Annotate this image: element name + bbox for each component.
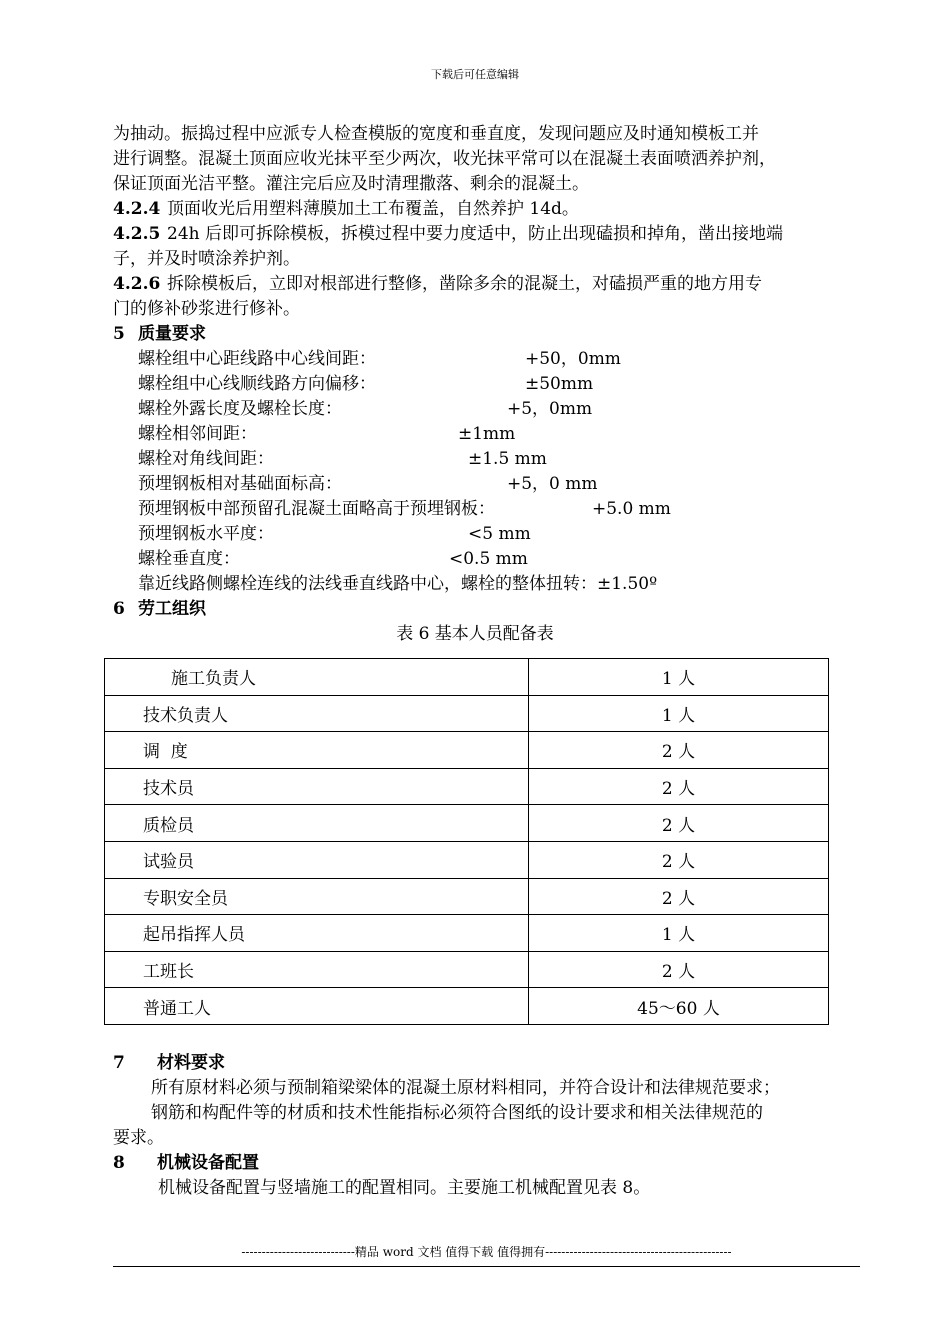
item-text: 顶面收光后用塑料薄膜加土工布覆盖，自然养护 14d。 bbox=[167, 199, 579, 219]
item-number: 4.2.5 bbox=[113, 224, 161, 244]
role-cell: 工班长 bbox=[105, 951, 529, 988]
item-number: 4.2.6 bbox=[113, 274, 161, 294]
quality-label: 螺栓组中心线顺线路方向偏移： bbox=[138, 374, 376, 394]
intro-line: 保证顶面光洁平整。灌注完后应及时清理撒落、剩余的混凝土。 bbox=[113, 174, 589, 194]
quality-label: 螺栓对角线间距： bbox=[138, 449, 274, 469]
quality-label: 螺栓垂直度： bbox=[138, 549, 240, 569]
role-cell: 技术负责人 bbox=[105, 695, 529, 732]
role-cell: 质检员 bbox=[105, 805, 529, 842]
quality-row bbox=[113, 497, 865, 522]
document-body-lower bbox=[113, 1051, 865, 1201]
quality-value: +5，0 mm bbox=[507, 474, 598, 494]
section-number: 8 bbox=[113, 1153, 125, 1173]
count-cell: 1 人 bbox=[529, 659, 829, 696]
quality-row bbox=[113, 522, 865, 547]
count-cell: 2 人 bbox=[529, 841, 829, 878]
section-5-heading bbox=[113, 322, 865, 347]
page-header: 下载后可任意编辑 bbox=[431, 68, 519, 81]
quality-row bbox=[113, 472, 865, 497]
count-cell: 2 人 bbox=[529, 951, 829, 988]
quality-label: 预埋钢板水平度： bbox=[138, 524, 274, 544]
quality-value: +5，0mm bbox=[507, 399, 593, 419]
quality-row bbox=[113, 372, 865, 397]
table-row bbox=[105, 732, 829, 769]
count-cell: 45～60 人 bbox=[529, 988, 829, 1025]
section-title: 机械设备配置 bbox=[157, 1153, 259, 1173]
count-cell: 2 人 bbox=[529, 768, 829, 805]
quality-row bbox=[113, 547, 865, 572]
quality-last-line: 靠近线路侧螺栓连线的法线垂直线路中心，螺栓的整体扭转：±1.50º bbox=[138, 574, 658, 594]
item-text-continued: 子，并及时喷涂养护剂。 bbox=[113, 249, 300, 269]
table-row bbox=[105, 988, 829, 1025]
quality-value: ±50mm bbox=[525, 374, 594, 394]
quality-row bbox=[113, 347, 865, 372]
item-text: 24h 后即可拆除模板，拆模过程中要力度适中，防止出现磕损和掉角，凿出接地端 bbox=[167, 224, 783, 244]
quality-row bbox=[113, 422, 865, 447]
section-title: 质量要求 bbox=[138, 324, 206, 344]
quality-value: +5.0 mm bbox=[592, 499, 671, 519]
intro-line: 进行调整。混凝土顶面应收光抹平至少两次，收光抹平常可以在混凝土表面喷洒养护剂， bbox=[113, 149, 776, 169]
section-number: 5 bbox=[113, 324, 125, 344]
role-cell: 试验员 bbox=[105, 841, 529, 878]
role-cell: 施工负责人 bbox=[105, 659, 529, 696]
quality-label: 螺栓组中心距线路中心线间距： bbox=[138, 349, 376, 369]
staff-table bbox=[104, 658, 829, 1025]
paragraph: 所有原材料必须与预制箱梁梁体的混凝土原材料相同，并符合设计和法律规范要求； bbox=[151, 1078, 780, 1098]
count-cell: 2 人 bbox=[529, 732, 829, 769]
table-row bbox=[105, 659, 829, 696]
table-caption: 表 6 基本人员配备表 bbox=[396, 624, 554, 644]
table-row bbox=[105, 695, 829, 732]
quality-label: 预埋钢板中部预留孔混凝土面略高于预埋钢板： bbox=[138, 499, 495, 519]
quality-value: ±1.5 mm bbox=[468, 449, 547, 469]
item-text: 拆除模板后，立即对根部进行整修，凿除多余的混凝土，对磕损严重的地方用专 bbox=[167, 274, 762, 294]
quality-row bbox=[113, 572, 865, 597]
section-title: 劳工组织 bbox=[138, 599, 206, 619]
quality-row bbox=[113, 397, 865, 422]
section-number: 7 bbox=[113, 1053, 125, 1073]
quality-value: <0.5 mm bbox=[449, 549, 528, 569]
paragraph: 机械设备配置与竖墙施工的配置相同。主要施工机械配置见表 8。 bbox=[158, 1178, 651, 1198]
intro-line: 为抽动。振捣过程中应派专人检查模版的宽度和垂直度，发现问题应及时通知模板工并 bbox=[113, 124, 759, 144]
count-cell: 2 人 bbox=[529, 878, 829, 915]
item-text-continued: 门的修补砂浆进行修补。 bbox=[113, 299, 300, 319]
role-cell: 技术员 bbox=[105, 768, 529, 805]
table-row bbox=[105, 915, 829, 952]
item-number: 4.2.4 bbox=[113, 199, 161, 219]
quality-label: 螺栓相邻间距： bbox=[138, 424, 257, 444]
quality-value: ±1mm bbox=[458, 424, 516, 444]
section-title: 材料要求 bbox=[157, 1053, 225, 1073]
quality-label: 预埋钢板相对基础面标高： bbox=[138, 474, 342, 494]
section-6-heading bbox=[113, 597, 865, 622]
section-7-heading bbox=[113, 1051, 865, 1076]
item-4-2-4 bbox=[113, 197, 865, 222]
count-cell: 1 人 bbox=[529, 695, 829, 732]
count-cell: 1 人 bbox=[529, 915, 829, 952]
item-4-2-5 bbox=[113, 222, 865, 247]
quality-value: +50，0mm bbox=[525, 349, 621, 369]
table-row bbox=[105, 768, 829, 805]
table-row bbox=[105, 878, 829, 915]
role-cell: 起吊指挥人员 bbox=[105, 915, 529, 952]
quality-value: <5 mm bbox=[468, 524, 531, 544]
table-row bbox=[105, 805, 829, 842]
section-8-heading bbox=[113, 1151, 865, 1176]
section-number: 6 bbox=[113, 599, 125, 619]
role-cell: 专职安全员 bbox=[105, 878, 529, 915]
quality-label: 螺栓外露长度及螺栓长度： bbox=[138, 399, 342, 419]
table-row bbox=[105, 841, 829, 878]
document-body bbox=[113, 122, 865, 652]
role-cell: 普通工人 bbox=[105, 988, 529, 1025]
paragraph: 钢筋和构配件等的材质和技术性能指标必须符合图纸的设计要求和相关法律规范的 bbox=[151, 1103, 763, 1123]
paragraph-continued: 要求。 bbox=[113, 1128, 164, 1148]
page-footer: ----------------------------精品 word 文档 值得下载 值得拥有---------------------------------------------- bbox=[113, 1243, 860, 1267]
count-cell: 2 人 bbox=[529, 805, 829, 842]
quality-row bbox=[113, 447, 865, 472]
role-cell: 调 度 bbox=[105, 732, 529, 769]
item-4-2-6 bbox=[113, 272, 865, 297]
table-row bbox=[105, 951, 829, 988]
